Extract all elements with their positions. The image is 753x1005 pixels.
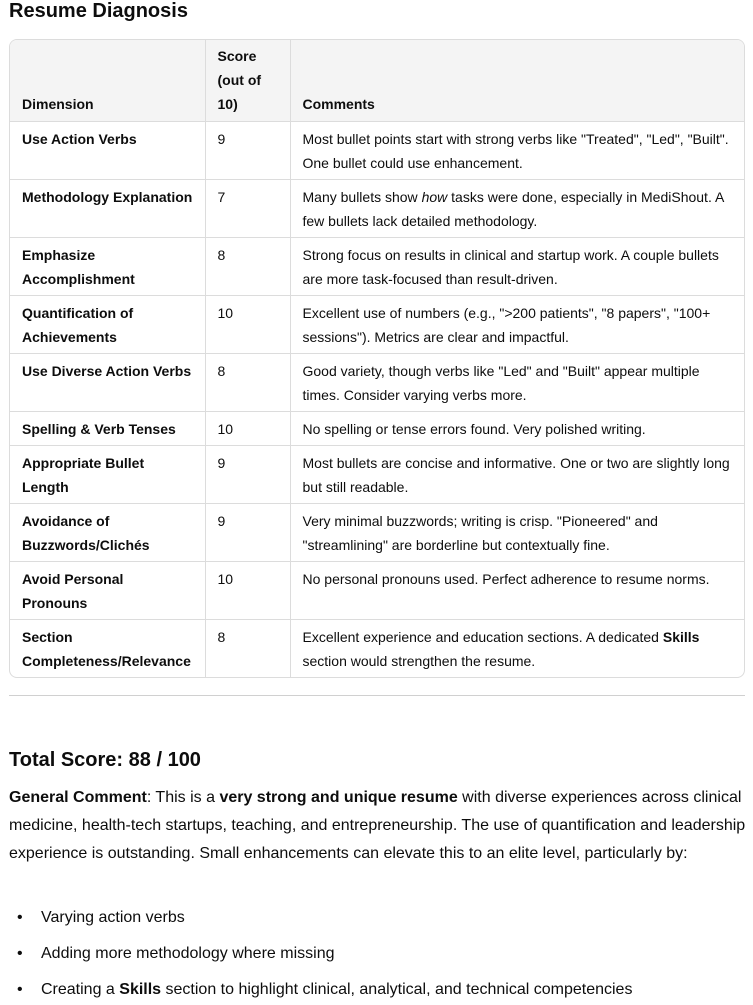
table-row (10, 412, 744, 446)
table-row (10, 620, 744, 678)
table-row (10, 446, 744, 504)
page-title: Resume Diagnosis (9, 0, 188, 22)
dimension-cell: Spelling & Verb Tenses (10, 412, 205, 446)
comment-segment: tasks were done, especially in MediShout. A few bullets lack detailed methodology. (302, 189, 724, 229)
comment-cell (290, 562, 744, 620)
comment-segment: Most bullet points start with strong verbs like "Treated", "Led", "Built". One bullet could use enhancement. (302, 131, 729, 171)
comment-cell (290, 412, 744, 446)
dimension-cell: Quantification of Achievements (10, 296, 205, 354)
list-item-text: Skills (119, 981, 162, 998)
dimension-cell: Methodology Explanation (10, 180, 205, 238)
general-comment-label: General Comment (9, 789, 147, 806)
list-item (9, 904, 745, 932)
comment-segment: Very minimal buzzwords; writing is crisp. "Pioneered" and "streamlining" are borderline but contextually fine. (302, 513, 658, 553)
general-comment (9, 784, 749, 868)
comment-cell (290, 354, 744, 412)
comment-cell (290, 504, 744, 562)
list-item (9, 976, 745, 1004)
total-score: Total Score: 88 / 100 (9, 749, 201, 771)
dimension-cell: Appropriate Bullet Length (10, 446, 205, 504)
score-cell: 10 (205, 412, 290, 446)
divider (9, 695, 745, 696)
header-dimension: Dimension (10, 40, 205, 122)
comment-segment: Good variety, though verbs like "Led" and "Built" appear multiple times. Consider varying verbs more. (302, 363, 700, 403)
comment-cell (290, 180, 744, 238)
comment-cell (290, 446, 744, 504)
dimension-cell: Emphasize Accomplishment (10, 238, 205, 296)
comment-segment: Excellent experience and education sections. A dedicated (302, 629, 663, 645)
score-cell: 7 (205, 180, 290, 238)
dimension-cell: Use Action Verbs (10, 122, 205, 180)
comment-segment: No personal pronouns used. Perfect adherence to resume norms. (302, 571, 710, 587)
list-item-text: Varying action verbs (41, 909, 185, 926)
score-cell: 9 (205, 504, 290, 562)
dimension-cell: Avoid Personal Pronouns (10, 562, 205, 620)
comment-cell (290, 296, 744, 354)
comment-segment: Many bullets show (302, 189, 422, 205)
dimension-cell: Use Diverse Action Verbs (10, 354, 205, 412)
score-cell: 9 (205, 446, 290, 504)
comment-segment: Most bullets are concise and informative. One or two are slightly long but still readable. (302, 455, 730, 495)
comment-cell (290, 620, 744, 678)
header-comments: Comments (290, 40, 744, 122)
comment-segment: Strong focus on results in clinical and startup work. A couple bullets are more task-focused than result-driven. (302, 247, 719, 287)
list-item-text: Creating a (41, 981, 120, 998)
comment-segment: Skills (662, 629, 700, 645)
header-score: Score (out of 10) (205, 40, 290, 122)
recommendation-list (9, 904, 745, 1005)
general-comment-emphasis: very strong and unique resume (219, 789, 458, 806)
comment-segment: section would strengthen the resume. (302, 653, 536, 669)
table-row (10, 504, 744, 562)
dimension-cell: Avoidance of Buzzwords/Clichés (10, 504, 205, 562)
table-body (10, 122, 744, 678)
score-cell: 8 (205, 620, 290, 678)
general-comment-rest: with diverse experiences across clinical medicine, health-tech startups, teaching, and entrepreneurship. The use of quantification and leadership experience is outstanding. Small enhancements can elevate this to an elite level, particularly by: (9, 789, 746, 862)
table-row (10, 180, 744, 238)
comment-cell (290, 122, 744, 180)
score-cell: 9 (205, 122, 290, 180)
general-comment-intro: : This is a (146, 789, 220, 806)
table-row (10, 122, 744, 180)
score-cell: 10 (205, 562, 290, 620)
comment-segment: how (421, 189, 448, 205)
list-item-text: section to highlight clinical, analytical, and technical competencies (161, 981, 633, 998)
list-item-text: Adding more methodology where missing (41, 945, 335, 962)
comment-segment: No spelling or tense errors found. Very polished writing. (302, 421, 646, 437)
table-row (10, 562, 744, 620)
table-row (10, 354, 744, 412)
score-cell: 8 (205, 354, 290, 412)
comment-segment: Excellent use of numbers (e.g., ">200 patients", "8 papers", "100+ sessions"). Metrics are clear and impactful. (302, 305, 711, 345)
list-item (9, 940, 745, 968)
table-row (10, 296, 744, 354)
score-cell: 10 (205, 296, 290, 354)
diagnosis-table (9, 39, 745, 678)
dimension-cell: Section Completeness/Relevance (10, 620, 205, 678)
score-cell: 8 (205, 238, 290, 296)
comment-cell (290, 238, 744, 296)
table-row (10, 238, 744, 296)
table-header-row (10, 40, 744, 122)
